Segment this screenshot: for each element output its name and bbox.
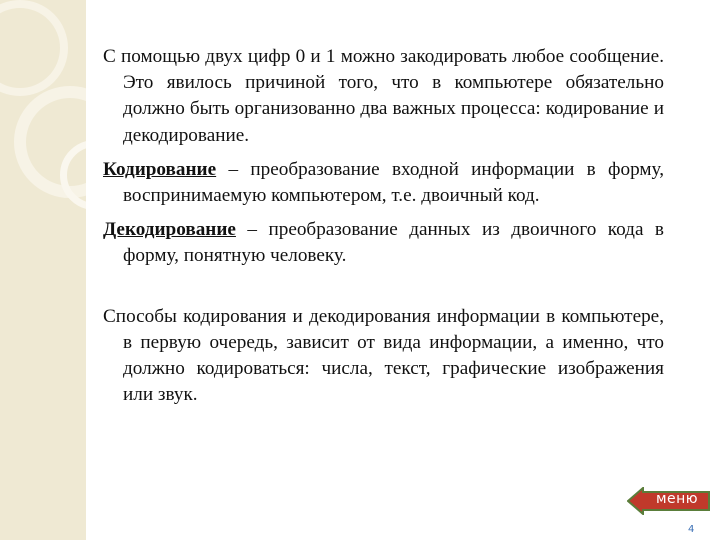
menu-button[interactable] [627, 487, 711, 515]
term-encoding: Кодирование [103, 158, 217, 180]
definition-decoding [103, 217, 664, 269]
definition-decoding-text: – преобразование данных из двоичного кода в форму, понятную человеку. [123, 219, 664, 267]
methods-paragraph: Способы кодирования и декодирования информации в компьютере, в первую очередь, зависит от вида информации, а именно, что должно кодироваться: числа, текст, графические изображения или звук. [103, 305, 664, 406]
decorative-ring [0, 0, 68, 96]
intro-paragraph: С помощью двух цифр 0 и 1 можно закодировать любое сообщение. Это явилось причиной того, что в компьютере обязательно должно быть организованно два важных процесса: кодирование и декодирование. [103, 46, 664, 146]
definition-encoding-text: – преобразование входной информации в форму, воспринимаемую компьютером, т.е. двоичный код. [123, 158, 664, 207]
page-number: 4 [688, 524, 695, 535]
definition-encoding [103, 157, 664, 209]
decorative-side-band [0, 0, 86, 540]
menu-label: меню [655, 491, 699, 507]
slide-content [103, 44, 664, 416]
term-decoding: Декодирование [103, 219, 236, 241]
